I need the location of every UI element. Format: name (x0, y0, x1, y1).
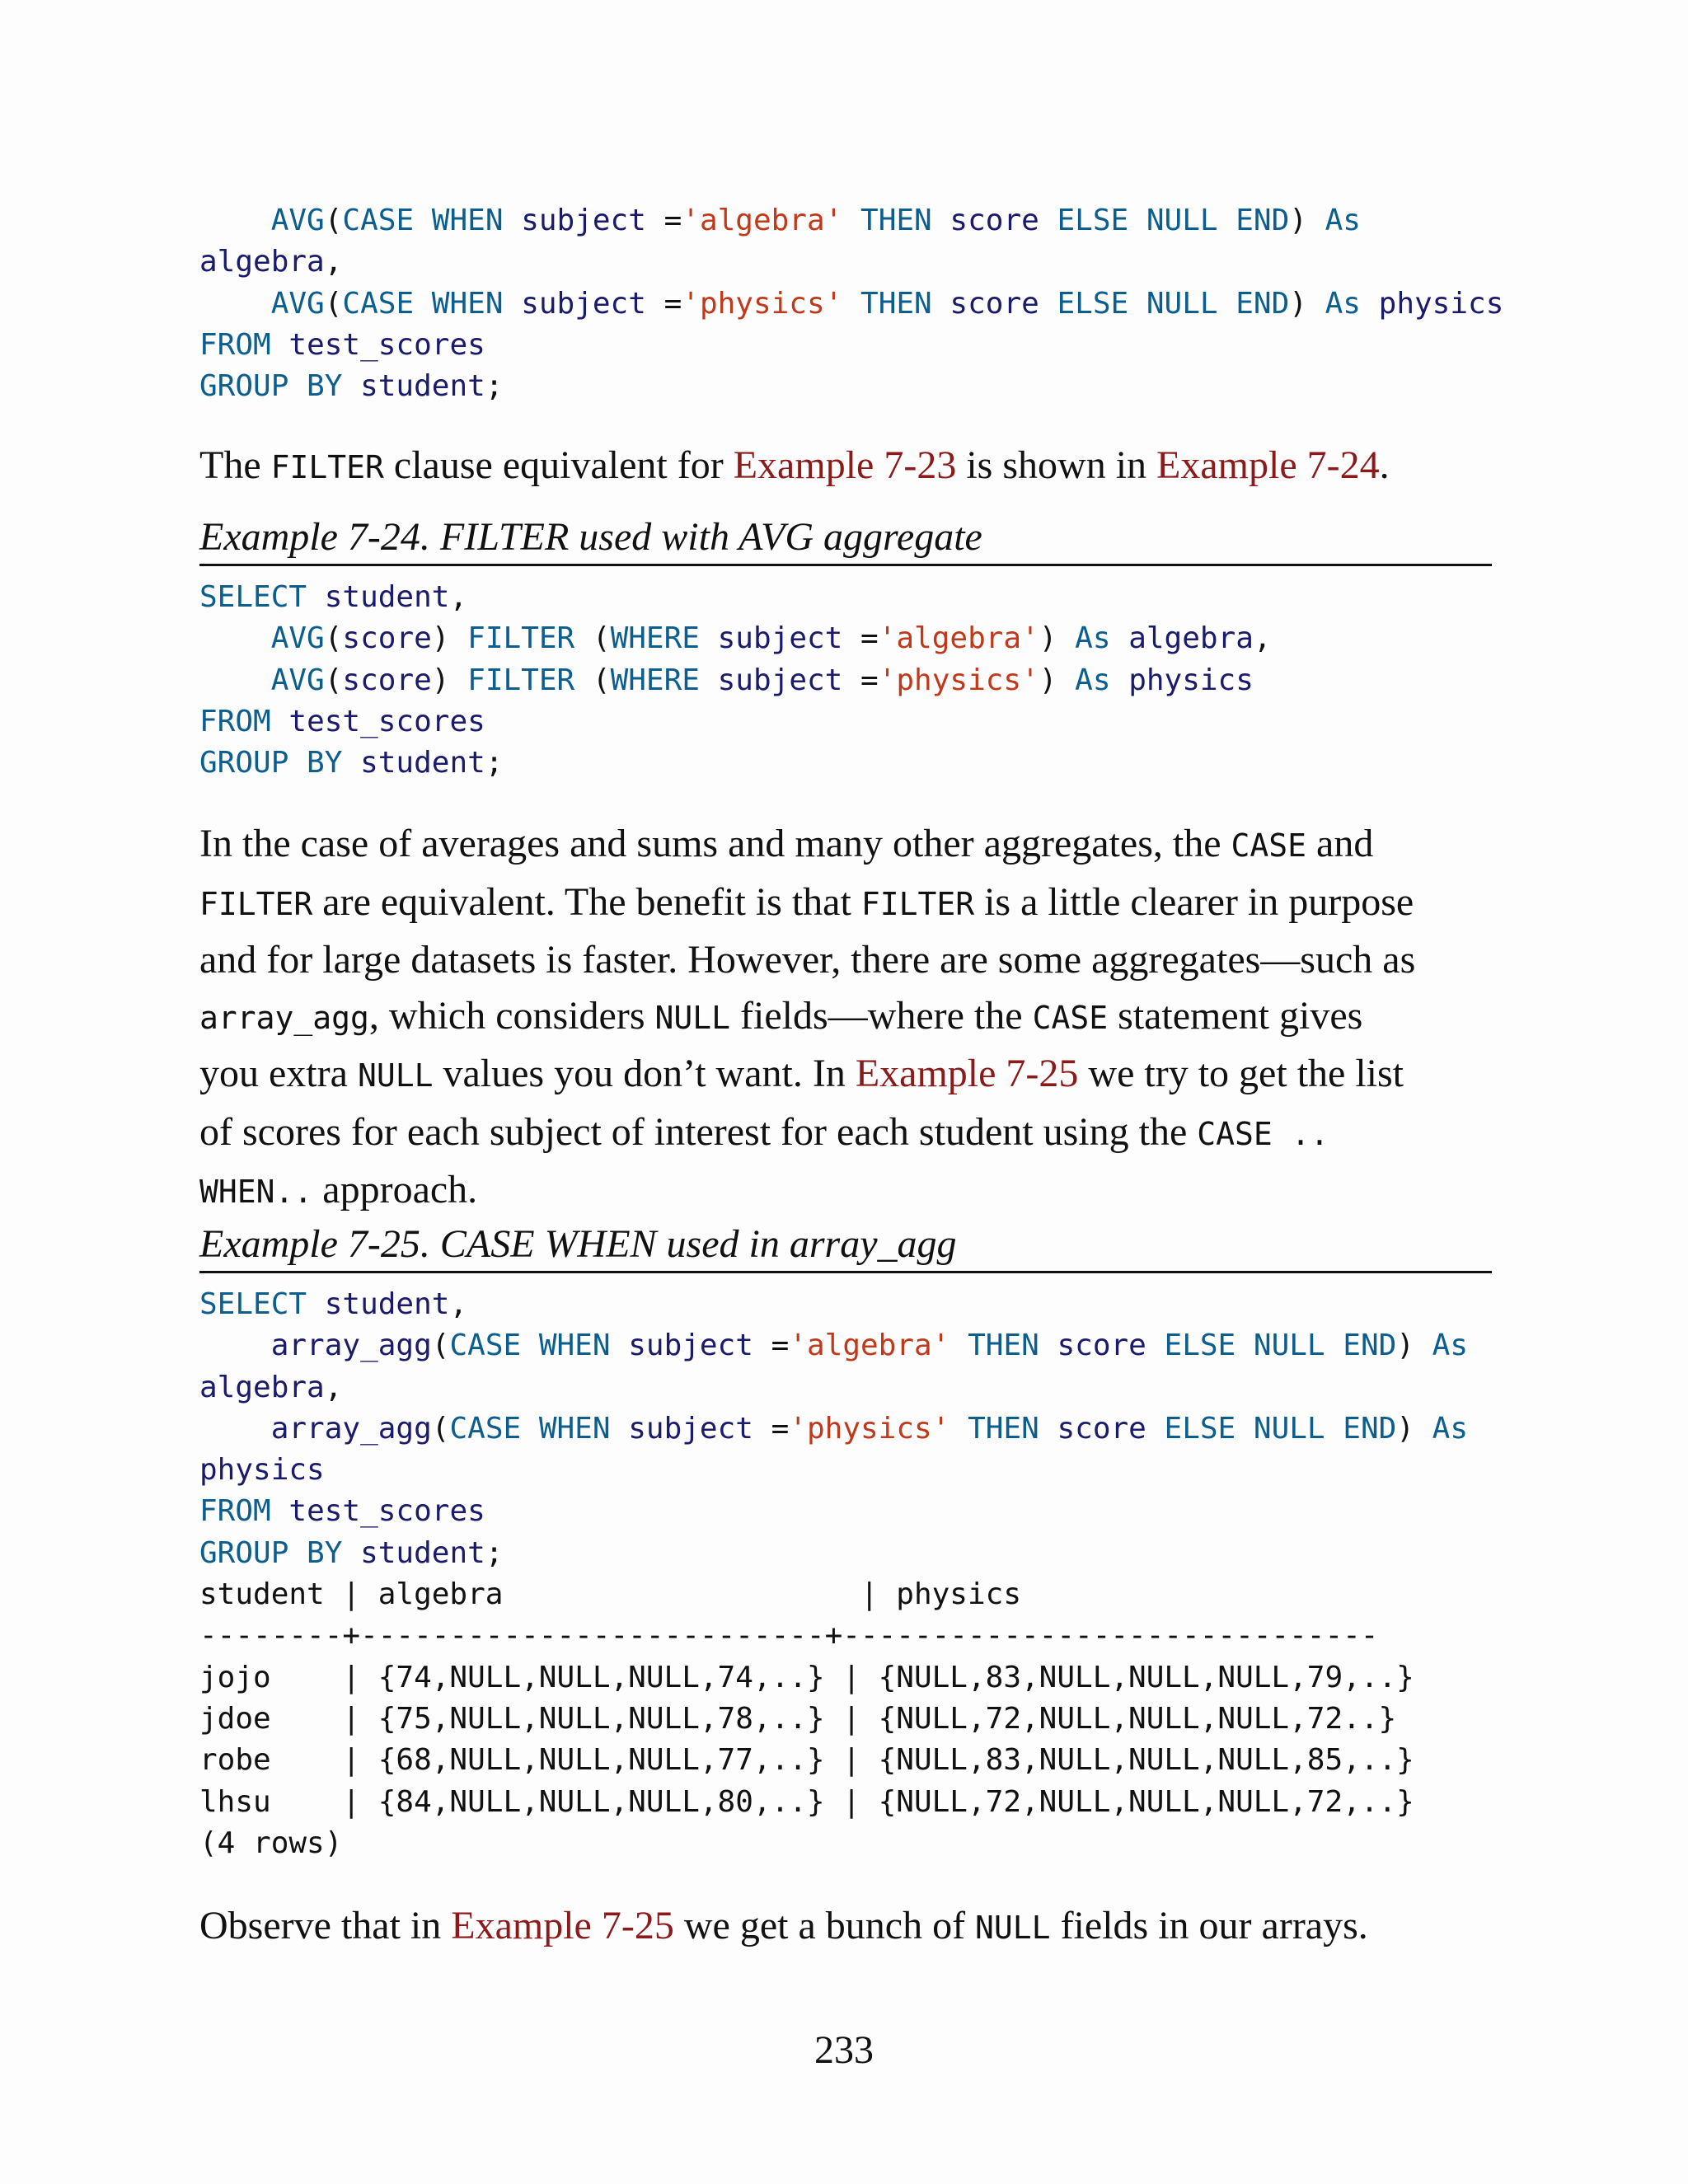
sql-keyword: AVG (270, 204, 325, 237)
code-line (199, 1412, 1468, 1446)
text-run: . (1379, 443, 1390, 487)
text-run: ) (431, 663, 468, 697)
code-listing (199, 577, 1492, 784)
text-run (307, 1287, 325, 1321)
sql-identifier: physics (1378, 286, 1504, 321)
text-run (950, 1412, 968, 1446)
text-run (342, 1536, 360, 1570)
text-run: , (324, 1370, 343, 1404)
cross-reference-link[interactable]: Example 7-23 (733, 443, 957, 487)
code-line (199, 705, 485, 738)
text-run: ) (1396, 1411, 1432, 1446)
text-run: you extra (199, 1052, 358, 1095)
text-run (1361, 287, 1379, 321)
page-number: 233 (814, 2028, 874, 2072)
paragraph-explanation (199, 816, 1492, 1221)
code-line (199, 1329, 1468, 1362)
text-run (611, 1329, 629, 1362)
text-run: = (842, 621, 879, 656)
example-7-25-caption-block (199, 1220, 1492, 1273)
text-run (1146, 1412, 1165, 1446)
sql-identifier: subject (521, 204, 646, 237)
text-run (199, 1412, 271, 1446)
text-run: , (1253, 621, 1272, 656)
cross-reference-link[interactable]: Example 7-24 (1156, 443, 1380, 487)
inline-code: WHEN.. (199, 1174, 313, 1210)
sql-identifier: test_scores (288, 704, 485, 738)
text-run (271, 1494, 289, 1528)
text-run: ( (324, 286, 343, 321)
inline-code: FILTER (860, 885, 975, 922)
text-run: = (645, 286, 682, 321)
code-line (199, 1494, 485, 1528)
inline-code: CASE (1231, 827, 1307, 864)
text-run (842, 287, 860, 321)
sql-identifier: array_agg (270, 1411, 432, 1446)
text-line (199, 816, 1492, 874)
code-listing (199, 200, 1504, 407)
sql-identifier: score (1057, 1411, 1146, 1446)
text-run: of scores for each subject of interest for each student using the (199, 1109, 1198, 1154)
sql-string: 'algebra' (878, 621, 1039, 656)
book-page (199, 0, 1504, 2184)
inline-code: NULL (357, 1057, 434, 1094)
text-line (199, 1162, 1492, 1221)
cross-reference-link[interactable]: Example 7-25 (855, 1052, 1079, 1095)
code-line (199, 204, 1361, 237)
text-run: fields in our arrays. (1050, 1904, 1368, 1947)
text-run (950, 1329, 968, 1362)
sql-identifier: algebra (199, 1370, 325, 1404)
text-run: we get a bunch of (673, 1904, 976, 1947)
text-run: ( (574, 663, 611, 697)
text-line (199, 932, 1492, 988)
sql-identifier: algebra (1128, 621, 1254, 656)
inline-code: CASE .. (1197, 1115, 1329, 1152)
text-run (1111, 621, 1129, 655)
code-line (199, 663, 1254, 697)
text-run: = (842, 663, 879, 697)
sql-keyword: ELSE NULL END (1057, 286, 1290, 321)
text-run: ; (485, 746, 504, 780)
sql-identifier: score (1057, 1329, 1146, 1363)
inline-code: array_agg (199, 999, 369, 1036)
inline-code: FILTER (199, 885, 313, 922)
sql-keyword: As (1432, 1411, 1469, 1446)
sql-keyword: As (1325, 204, 1361, 237)
sql-identifier: test_scores (288, 327, 485, 362)
text-run: , (449, 1287, 468, 1321)
text-run (932, 204, 950, 237)
text-run: fields—where the (730, 993, 1033, 1038)
sql-keyword: ELSE NULL END (1164, 1329, 1397, 1363)
inline-code: NULL (975, 1910, 1051, 1946)
sql-keyword: GROUP BY (199, 746, 343, 780)
text-run (1039, 287, 1057, 321)
sql-keyword: THEN (860, 204, 932, 237)
text-run: = (753, 1411, 790, 1446)
result-row: robe | {68,NULL,NULL,NULL,77,..} | {NULL,83,NULL,NULL,NULL,85,..} (199, 1743, 1414, 1778)
sql-keyword: CASE WHEN (342, 204, 504, 237)
sql-keyword: WHERE (610, 663, 700, 697)
code-line (199, 1453, 325, 1487)
sql-identifier: subject (628, 1329, 753, 1363)
inline-code: CASE (1032, 999, 1109, 1036)
sql-identifier: student (324, 1287, 450, 1321)
sql-identifier: score (342, 663, 432, 697)
paragraph-text (199, 1898, 1492, 1957)
sql-keyword: ELSE NULL END (1057, 204, 1290, 237)
code-block-top (199, 200, 1504, 407)
sql-keyword: SELECT (199, 580, 307, 614)
result-row: jojo | {74,NULL,NULL,NULL,74,..} | {NULL,83,NULL,NULL,NULL,79,..} (199, 1660, 1414, 1694)
sql-keyword: WHERE (610, 621, 700, 656)
text-run: approach. (312, 1168, 478, 1212)
example-7-24-caption-block (199, 513, 1492, 566)
sql-keyword: As (1432, 1329, 1469, 1363)
sql-keyword: FROM (199, 704, 271, 738)
text-run (199, 204, 271, 237)
code-line (199, 1371, 342, 1404)
text-run (199, 621, 271, 655)
text-run (271, 328, 289, 362)
code-block-7-24 (199, 577, 1492, 784)
text-run (504, 287, 522, 321)
sql-identifier: test_scores (288, 1494, 485, 1529)
text-run (504, 204, 522, 237)
text-run: clause equivalent for (383, 443, 734, 487)
sql-keyword: CASE WHEN (342, 286, 504, 321)
text-run (1111, 663, 1129, 697)
text-run: ( (431, 1411, 450, 1446)
sql-string: 'physics' (789, 1411, 950, 1446)
text-run: ; (485, 369, 504, 404)
code-line (199, 1536, 503, 1570)
sql-string: 'algebra' (789, 1329, 950, 1363)
sql-identifier: algebra (199, 245, 325, 279)
result-row: jdoe | {75,NULL,NULL,NULL,78,..} | {NULL,72,NULL,NULL,NULL,72..} (199, 1701, 1397, 1736)
text-run (307, 580, 325, 614)
text-run: In the case of averages and sums and many other aggregates, the (199, 822, 1231, 865)
text-run (1039, 1412, 1057, 1446)
text-run: is a little clearer in purpose (974, 879, 1414, 924)
text-run (1039, 204, 1057, 237)
paragraph-text (199, 438, 1492, 496)
sql-identifier: student (360, 1535, 485, 1570)
text-run: ( (574, 621, 611, 656)
text-run: ) (431, 621, 468, 656)
text-run: , (324, 245, 343, 279)
text-run: values you don’t want. In (433, 1052, 856, 1095)
code-listing (199, 1284, 1492, 1574)
sql-identifier: score (342, 621, 432, 656)
text-run (199, 1329, 271, 1362)
text-run: ( (324, 663, 343, 697)
sql-keyword: AVG (270, 286, 325, 321)
text-run: ) (1396, 1329, 1432, 1363)
code-line (199, 746, 503, 780)
text-run: ( (431, 1329, 450, 1363)
code-line (199, 621, 1272, 655)
sql-keyword: FILTER (467, 621, 575, 656)
text-run: ; (485, 1535, 504, 1570)
text-run (199, 663, 271, 697)
text-run: and for large datasets is faster. However, there are some aggregates—such as (199, 938, 1416, 982)
sql-string: 'algebra' (682, 204, 843, 237)
sql-identifier: subject (717, 621, 843, 656)
code-line (199, 245, 342, 279)
text-run: and (1306, 822, 1374, 865)
text-run (700, 621, 718, 655)
code-line (199, 287, 1503, 321)
text-line (199, 1046, 1492, 1104)
sql-keyword: As (1075, 621, 1111, 656)
result-header: student | algebra | physics (199, 1577, 1021, 1612)
code-line (199, 1287, 467, 1321)
text-run (1039, 1329, 1057, 1362)
example-caption: Example 7-24. FILTER used with AVG aggregate (199, 513, 1492, 566)
example-caption: Example 7-25. CASE WHEN used in array_agg (199, 1220, 1492, 1273)
text-line (199, 1104, 1492, 1163)
text-run: ) (1039, 621, 1076, 656)
inline-code: FILTER (270, 449, 384, 485)
sql-keyword: SELECT (199, 1287, 307, 1321)
text-run (1146, 1329, 1165, 1362)
text-run: , (449, 580, 468, 614)
sql-keyword: As (1325, 286, 1361, 321)
sql-keyword: FILTER (467, 663, 575, 697)
text-line (199, 874, 1492, 933)
sql-identifier: score (950, 286, 1039, 321)
sql-keyword: THEN (860, 286, 932, 321)
code-line (199, 328, 485, 362)
result-separator: --------+--------------------------+------------------------------ (199, 1619, 1379, 1653)
text-run: ( (324, 204, 343, 237)
text-run: Observe that in (199, 1904, 452, 1947)
text-run: = (753, 1329, 790, 1363)
sql-string: 'physics' (682, 286, 843, 321)
sql-identifier: student (324, 580, 450, 614)
inline-code: NULL (654, 999, 731, 1036)
cross-reference-link[interactable]: Example 7-25 (451, 1904, 674, 1947)
text-run: are equivalent. The benefit is that (312, 879, 861, 924)
sql-keyword: GROUP BY (199, 1535, 343, 1570)
text-run: we try to get the list (1078, 1052, 1404, 1095)
code-block-7-25 (199, 1284, 1492, 1864)
sql-keyword: ELSE NULL END (1164, 1411, 1397, 1446)
paragraph-text (199, 816, 1492, 1221)
text-run: is shown in (956, 443, 1157, 487)
sql-keyword: THEN (968, 1411, 1039, 1446)
code-line (199, 580, 467, 614)
sql-identifier: subject (628, 1411, 753, 1446)
text-run (700, 663, 718, 697)
sql-keyword: As (1075, 663, 1111, 697)
sql-keyword: GROUP BY (199, 369, 343, 404)
sql-identifier: physics (199, 1453, 325, 1488)
text-run (342, 746, 360, 780)
paragraph-observe (199, 1898, 1492, 1957)
text-run (199, 287, 271, 321)
result-footer: (4 rows) (199, 1825, 343, 1860)
text-run: ) (1289, 286, 1325, 321)
text-run: The (199, 443, 271, 487)
sql-keyword: AVG (270, 663, 325, 697)
text-run (271, 705, 289, 738)
text-run (932, 287, 950, 321)
sql-identifier: score (950, 204, 1039, 237)
sql-keyword: FROM (199, 327, 271, 362)
text-run: ) (1039, 663, 1076, 697)
sql-string: 'physics' (878, 663, 1039, 697)
sql-identifier: subject (521, 286, 646, 321)
result-row: lhsu | {84,NULL,NULL,NULL,80,..} | {NULL,72,NULL,NULL,NULL,72,..} (199, 1784, 1414, 1819)
text-run: statement gives (1108, 993, 1363, 1038)
sql-identifier: array_agg (270, 1329, 432, 1363)
sql-keyword: CASE WHEN (449, 1411, 611, 1446)
sql-identifier: student (360, 746, 485, 780)
paragraph-intro (199, 438, 1492, 496)
sql-keyword: CASE WHEN (449, 1329, 611, 1363)
sql-keyword: AVG (270, 621, 325, 656)
text-run: = (645, 204, 682, 237)
text-run (842, 204, 860, 237)
code-line (199, 369, 503, 403)
sql-keyword: THEN (968, 1329, 1039, 1363)
result-table (199, 1574, 1492, 1864)
text-line (199, 988, 1492, 1047)
text-run: ( (324, 621, 343, 656)
sql-identifier: student (360, 369, 485, 404)
text-run (342, 369, 360, 403)
sql-keyword: FROM (199, 1494, 271, 1529)
text-run (611, 1412, 629, 1446)
sql-identifier: physics (1128, 663, 1254, 697)
sql-identifier: subject (717, 663, 843, 697)
text-run: , which considers (368, 993, 655, 1038)
text-run: ) (1289, 204, 1325, 237)
